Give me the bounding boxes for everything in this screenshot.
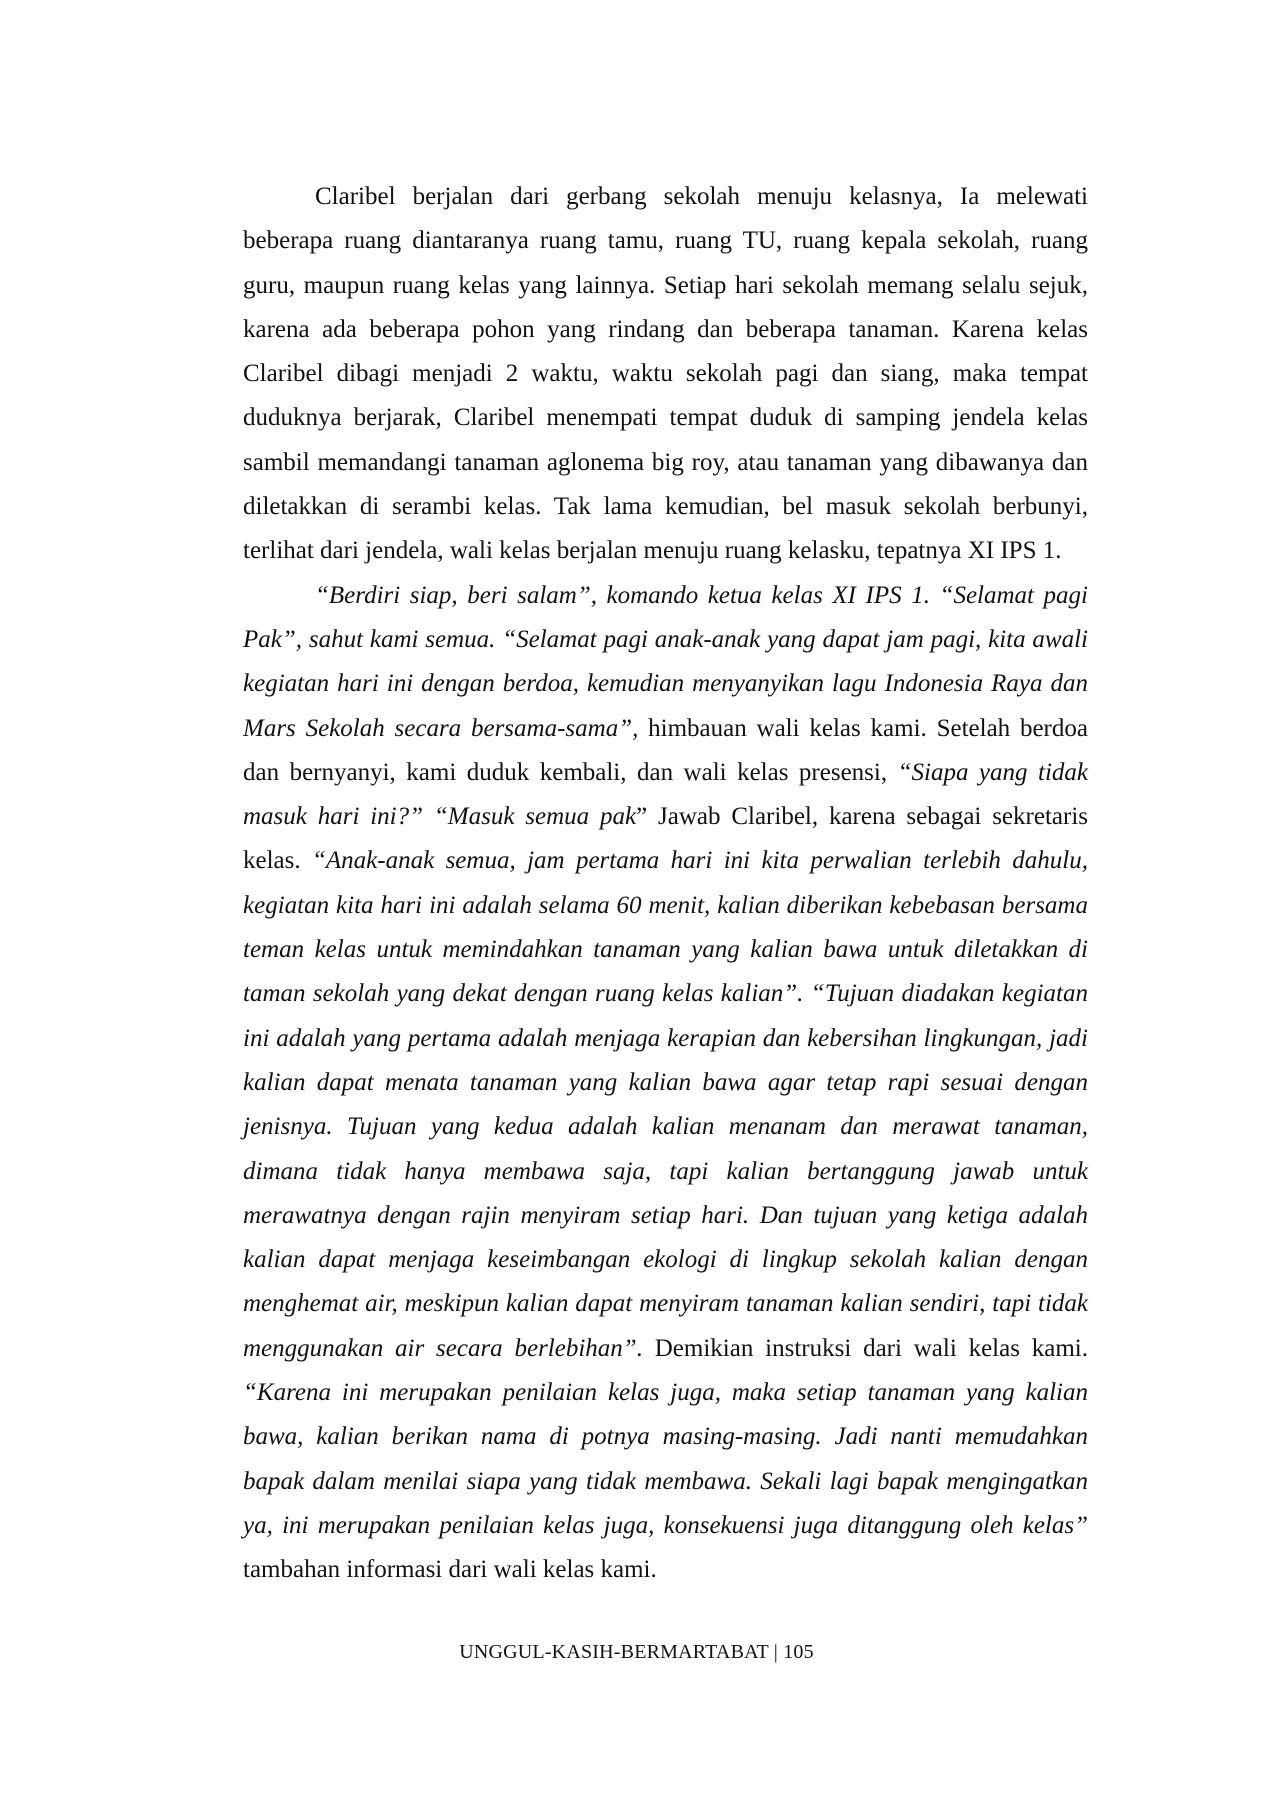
paragraph-1-text: Claribel berjalan dari gerbang sekolah menuju kelasnya, Ia melewati beberapa ruang diantaranya ruang tamu, ruang TU, ruang kepala sekolah, ruang guru, maupun ruang kelas yang lainnya. Setiap hari sekolah memang selalu sejuk, karena ada beberapa pohon yang rindang dan beberapa tanaman. Karena kelas Claribel dibagi menjadi 2 waktu, waktu sekolah pagi dan siang, maka tempat duduknya berjarak, Claribel menempati tempat duduk di samping jendela kelas sambil memandangi tanaman aglonema big roy, atau tanaman yang dibawanya dan diletakkan di serambi kelas. Tak lama kemudian, bel masuk sekolah berbunyi, terlihat dari jendela, wali kelas berjalan menuju ruang kelasku, tepatnya XI IPS 1. xyxy=(243,183,1088,565)
paragraph-2-quote-1: “Berdiri siap, beri salam”, komando ketua kelas XI IPS 1. “Selamat pagi Pak”, sahut kami semua. “Selamat pagi anak-anak yang dapat jam pagi, kita awali kegiatan hari ini dengan berdoa, kemudian menyanyikan lagu Indonesia Raya dan Mars Sekolah secara bersama-sama”, xyxy=(243,581,1088,742)
paragraph-2-quote-3: “Anak-anak semua, jam pertama hari ini kita perwalian terlebih dahulu, kegiatan kita hari ini adalah selama 60 menit, kalian diberikan kebebasan bersama teman kelas untuk memindahkan tanaman yang kalian bawa untuk diletakkan di taman sekolah yang dekat dengan ruang kelas kalian”. “Tujuan diadakan kegiatan ini adalah yang pertama adalah menjaga kerapian dan kebersihan lingkungan, jadi kalian dapat menata tanaman yang kalian bawa agar tetap rapi sesuai dengan jenisnya. Tujuan yang kedua adalah kalian menanam dan merawat tanaman, dimana tidak hanya membawa saja, tapi kalian bertanggung jawab untuk merawatnya dengan rajin menyiram setiap hari. Dan tujuan yang ketiga adalah kalian dapat menjaga keseimbangan ekologi di lingkup sekolah kalian dengan menghemat air, meskipun kalian dapat menyiram tanaman kalian sendiri, tapi tidak menggunakan air secara berlebihan”. xyxy=(243,847,1088,1362)
paragraph-2-narration-4: tambahan informasi dari wali kelas kami. xyxy=(243,1556,657,1584)
page-footer: UNGGUL-KASIH-BERMARTABAT | 105 xyxy=(459,1641,814,1663)
paragraph-1 xyxy=(243,175,1088,574)
paragraph-2-narration-2: ” Jawab Claribel, karena sebagai sekretaris kelas. xyxy=(243,803,1088,875)
body-text xyxy=(243,175,1088,1593)
paragraph-2-quote-4: “Karena ini merupakan penilaian kelas juga, maka setiap tanaman yang kalian bawa, kalian berikan nama di potnya masing-masing. Jadi nanti memudahkan bapak dalam menilai siapa yang tidak membawa. Sekali lagi bapak mengingatkan ya, ini merupakan penilaian kelas juga, konsekuensi juga ditanggung oleh kelas” xyxy=(243,1379,1088,1539)
paragraph-2 xyxy=(243,574,1088,1593)
paragraph-2-narration-1: himbauan wali kelas kami. Setelah berdoa dan bernyanyi, kami duduk kembali, dan wali kelas presensi, xyxy=(243,714,1088,786)
paragraph-2-narration-3: Demikian instruksi dari wali kelas kami. xyxy=(642,1334,1088,1362)
paragraph-2-quote-2: “Siapa yang tidak masuk hari ini?” “Masuk semua pak xyxy=(243,758,1088,831)
